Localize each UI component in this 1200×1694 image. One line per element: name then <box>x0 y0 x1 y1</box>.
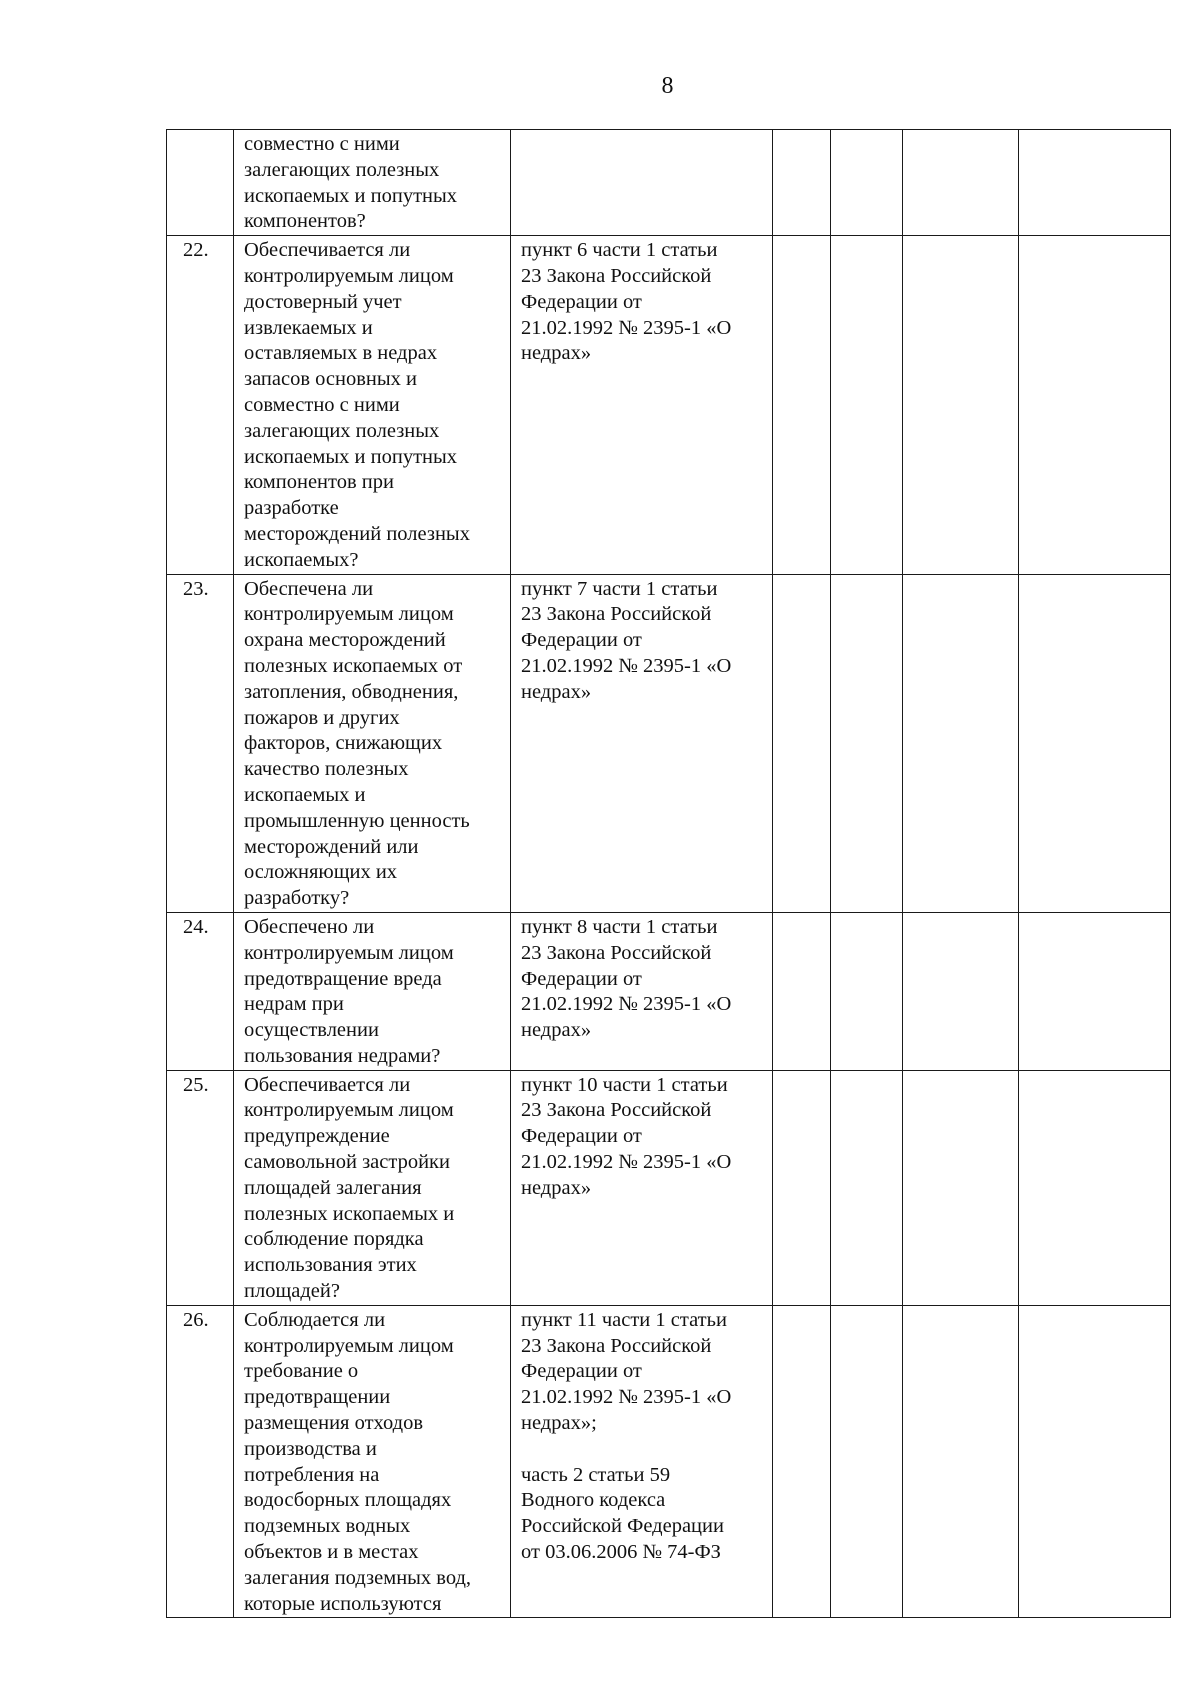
question-line: компонентов? <box>244 210 366 233</box>
reference-line: Федерации от <box>521 629 642 652</box>
reference-line: недрах» <box>521 1176 592 1199</box>
question-line: запасов основных и <box>244 368 417 391</box>
question-line: ископаемых и попутных <box>244 445 458 468</box>
question-line: качество полезных <box>244 758 409 781</box>
reference-line: Российской Федерации <box>521 1515 724 1538</box>
legal-reference-cell <box>511 912 773 1070</box>
question-line: площадей? <box>244 1280 340 1303</box>
answer-na-cell <box>903 574 1019 912</box>
question-line: достоверный учет <box>244 290 402 313</box>
reference-line: недрах» <box>521 342 592 365</box>
question-line: компонентов при <box>244 471 394 494</box>
answer-no-cell <box>831 1070 903 1305</box>
question-line: оставляемых в недрах <box>244 342 438 365</box>
reference-line: 23 Закона Российской <box>521 264 712 287</box>
question-line: требование о <box>244 1360 359 1383</box>
legal-reference-cell <box>511 130 773 236</box>
table-row <box>167 912 1171 1070</box>
question-line: полезных ископаемых от <box>244 654 463 677</box>
question-line: пользования недрами? <box>244 1044 441 1067</box>
question-line: размещения отходов <box>244 1412 424 1435</box>
answer-no-cell <box>831 130 903 236</box>
question-line: подземных водных <box>244 1515 411 1538</box>
question-cell <box>234 912 511 1070</box>
question-line: Обеспечивается ли <box>244 239 411 262</box>
question-line: предотвращение вреда <box>244 967 442 990</box>
reference-line: 21.02.1992 № 2395-1 «О <box>521 316 732 339</box>
note-cell <box>1019 912 1171 1070</box>
note-cell <box>1019 1305 1171 1618</box>
answer-na-cell <box>903 236 1019 574</box>
question-line: водосборных площадях <box>244 1489 452 1512</box>
answer-na-cell <box>903 1305 1019 1618</box>
answer-na-cell <box>903 912 1019 1070</box>
table-row <box>167 1070 1171 1305</box>
question-line: Обеспечено ли <box>244 915 375 938</box>
reference-line: 21.02.1992 № 2395-1 «О <box>521 654 732 677</box>
reference-line: пункт 7 части 1 статьи <box>521 577 718 600</box>
note-cell <box>1019 1070 1171 1305</box>
question-line: контролируемым лицом <box>244 1099 454 1122</box>
question-line: соблюдение порядка <box>244 1228 424 1251</box>
question-line: залегающих полезных <box>244 158 440 181</box>
answer-yes-cell <box>773 236 831 574</box>
question-line: которые используются <box>244 1592 442 1615</box>
question-line: ископаемых и <box>244 783 366 806</box>
item-number <box>167 130 234 236</box>
reference-line: 23 Закона Российской <box>521 1334 712 1357</box>
question-line: совместно с ними <box>244 133 400 155</box>
reference-line: пункт 11 части 1 статьи <box>521 1308 727 1331</box>
legal-reference-cell <box>511 574 773 912</box>
reference-line: недрах»; <box>521 1412 597 1435</box>
table-row <box>167 130 1171 236</box>
legal-reference-cell <box>511 236 773 574</box>
item-number: 23. <box>167 574 234 912</box>
question-line: промышленную ценность <box>244 809 470 832</box>
answer-no-cell <box>831 912 903 1070</box>
question-line: Обеспечена ли <box>244 577 374 600</box>
question-line: разработке <box>244 497 339 520</box>
question-line: осуществлении <box>244 1019 379 1042</box>
item-number: 24. <box>167 912 234 1070</box>
legal-reference-cell <box>511 1305 773 1618</box>
question-line: контролируемым лицом <box>244 603 454 626</box>
reference-line: часть 2 статьи 59 <box>521 1463 671 1486</box>
answer-yes-cell <box>773 574 831 912</box>
question-line: затопления, обводнения, <box>244 680 459 703</box>
question-line: полезных ископаемых и <box>244 1202 455 1225</box>
question-line: совместно с ними <box>244 393 400 416</box>
reference-line: недрах» <box>521 1019 592 1042</box>
answer-no-cell <box>831 1305 903 1618</box>
answer-yes-cell <box>773 912 831 1070</box>
question-line: предупреждение <box>244 1125 390 1148</box>
answer-yes-cell <box>773 130 831 236</box>
note-cell <box>1019 236 1171 574</box>
question-line: потребления на <box>244 1463 380 1486</box>
paragraph-gap <box>521 1437 772 1463</box>
table-row <box>167 574 1171 912</box>
question-line: извлекаемых и <box>244 316 373 339</box>
question-line: ископаемых? <box>244 548 359 571</box>
question-line: Соблюдается ли <box>244 1308 386 1331</box>
question-cell <box>234 130 511 236</box>
question-line: площадей залегания <box>244 1176 422 1199</box>
reference-line: 23 Закона Российской <box>521 1099 712 1122</box>
reference-line: пункт 10 части 1 статьи <box>521 1073 728 1096</box>
reference-line: 23 Закона Российской <box>521 603 712 626</box>
note-cell <box>1019 130 1171 236</box>
question-line: месторождений полезных <box>244 522 470 545</box>
question-line: производства и <box>244 1437 377 1460</box>
question-line: факторов, снижающих <box>244 732 443 755</box>
reference-line: 21.02.1992 № 2395-1 «О <box>521 1151 732 1174</box>
reference-line: Федерации от <box>521 1360 642 1383</box>
question-cell <box>234 1070 511 1305</box>
question-line: месторождений или <box>244 835 419 858</box>
question-line: предотвращении <box>244 1386 391 1409</box>
reference-line: пункт 6 части 1 статьи <box>521 239 718 262</box>
question-line: осложняющих их <box>244 861 398 884</box>
question-line: использования этих <box>244 1254 417 1277</box>
question-line: залегания подземных вод, <box>244 1566 472 1589</box>
answer-yes-cell <box>773 1305 831 1618</box>
answer-no-cell <box>831 574 903 912</box>
page-number: 8 <box>661 73 674 99</box>
note-cell <box>1019 574 1171 912</box>
table-row <box>167 1305 1171 1618</box>
answer-na-cell <box>903 1070 1019 1305</box>
reference-line: Федерации от <box>521 1125 642 1148</box>
answer-yes-cell <box>773 1070 831 1305</box>
question-line: пожаров и других <box>244 706 400 729</box>
answer-no-cell <box>831 236 903 574</box>
reference-line: 21.02.1992 № 2395-1 «О <box>521 993 732 1016</box>
question-cell <box>234 1305 511 1618</box>
reference-line: Водного кодекса <box>521 1489 666 1512</box>
question-line: недрам при <box>244 993 344 1016</box>
checklist-table <box>166 129 1171 1618</box>
question-line: ископаемых и попутных <box>244 184 458 207</box>
item-number: 22. <box>167 236 234 574</box>
question-cell <box>234 574 511 912</box>
legal-reference-cell <box>511 1070 773 1305</box>
reference-line: 21.02.1992 № 2395-1 «О <box>521 1386 732 1409</box>
reference-line: пункт 8 части 1 статьи <box>521 915 718 938</box>
reference-line: Федерации от <box>521 290 642 313</box>
table-row <box>167 236 1171 574</box>
question-line: охрана месторождений <box>244 629 446 652</box>
question-line: Обеспечивается ли <box>244 1073 411 1096</box>
answer-na-cell <box>903 130 1019 236</box>
reference-line: Федерации от <box>521 967 642 990</box>
reference-line: недрах» <box>521 680 592 703</box>
question-line: контролируемым лицом <box>244 941 454 964</box>
question-line: залегающих полезных <box>244 419 440 442</box>
question-line: самовольной застройки <box>244 1151 450 1174</box>
question-cell <box>234 236 511 574</box>
reference-line: 23 Закона Российской <box>521 941 712 964</box>
question-line: контролируемым лицом <box>244 1334 454 1357</box>
question-line: контролируемым лицом <box>244 264 454 287</box>
question-line: объектов и в местах <box>244 1541 419 1564</box>
question-line: разработку? <box>244 887 350 910</box>
item-number: 25. <box>167 1070 234 1305</box>
item-number: 26. <box>167 1305 234 1618</box>
reference-line: от 03.06.2006 № 74-ФЗ <box>521 1541 721 1564</box>
